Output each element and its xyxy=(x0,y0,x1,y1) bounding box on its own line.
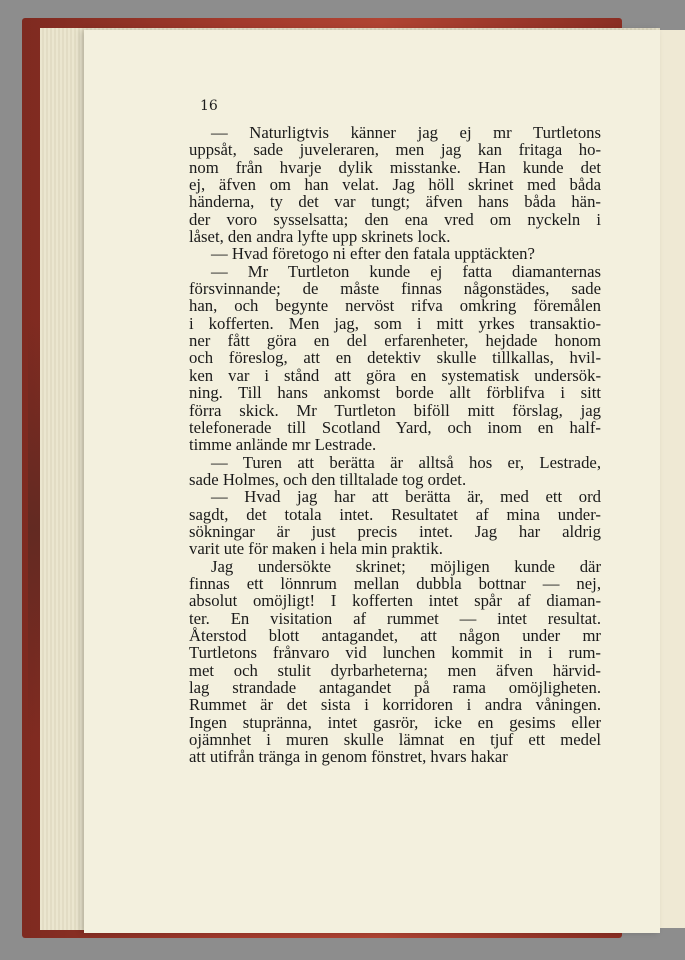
text-line: sagdt, det totala intet. Resultatet af mina under- xyxy=(189,504,601,524)
text-line: ner fått göra en del erfarenheter, hejdade honom xyxy=(189,331,601,351)
text-line: uppsåt, sade juveleraren, men jag kan fritaga ho- xyxy=(189,140,601,160)
text-line: Återstod blott antagandet, att någon under mr xyxy=(189,625,601,645)
text-line: ken var i stånd att göra en systematisk undersök- xyxy=(189,365,601,385)
text-line: — Hvad företogo ni efter den fatala upptäckten? xyxy=(211,244,535,264)
text-line: nom från hvarje dylik misstanke. Han kunde det xyxy=(189,157,601,177)
text-line: ning. Till hans ankomst borde allt förblifva i sitt xyxy=(189,383,601,403)
text-line: försvinnande; de måste finnas någonstädes, sade xyxy=(189,279,601,299)
text-line: händerna, ty det var tungt; äfven hans båda hän- xyxy=(189,192,601,212)
text-line: ojämnhet i muren skulle lämnat en tjuf ett medel xyxy=(189,730,601,750)
page-text xyxy=(189,124,601,766)
text-line: telefonerade till Scotland Yard, och inom en half- xyxy=(189,417,601,437)
text-line: — Mr Turtleton kunde ej fatta diamanternas xyxy=(211,261,601,281)
text-line: ej, äfven om han velat. Jag höll skrinet med båda xyxy=(189,175,601,195)
text-line: lag strandade antagandet på rama omöjligheten. xyxy=(189,678,601,697)
text-line: varit ute för maken i hela min praktik. xyxy=(189,539,443,559)
text-line: absolut omöjligt! I kofferten intet spår af diaman- xyxy=(189,591,601,611)
text-line: att utifrån tränga in genom fönstret, hvars hakar xyxy=(189,747,508,767)
text-line: och föreslog, att en detektiv skulle tillkallas, hvil- xyxy=(189,348,601,368)
text-line: ter. En visitation af rummet — intet resultat. xyxy=(189,608,601,628)
text-line: — Hvad jag har att berätta är, med ett ord xyxy=(211,487,601,507)
page-number: 16 xyxy=(200,98,218,114)
text-line: Rummet är det sista i korridoren i andra våningen. xyxy=(189,695,601,715)
text-line: i kofferten. Men jag, som i mitt yrkes transaktio- xyxy=(189,313,601,333)
text-line: Ingen stupränna, intet gasrör, icke en gesims eller xyxy=(189,712,601,732)
text-line: — Turen att berätta är alltså hos er, Lestrade, xyxy=(211,452,601,472)
text-line: timme anlände mr Lestrade. xyxy=(189,435,377,455)
text-line: — Naturligtvis känner jag ej mr Turtletons xyxy=(211,123,601,142)
text-line: der voro sysselsatta; den ena vred om nyckeln i xyxy=(189,209,601,229)
text-line: Turtletons frånvaro vid lunchen kommit in i rum- xyxy=(189,643,601,663)
text-line: han, och begynte nervöst rifva omkring föremålen xyxy=(189,296,601,316)
text-line: Jag undersökte skrinet; möjligen kunde där xyxy=(211,556,601,576)
text-line: finnas ett lönnrum mellan dubbla bottnar — nej, xyxy=(189,573,601,593)
text-line: met och stulit dyrbarheterna; men äfven härvid- xyxy=(189,660,601,680)
text-line: sökningar är just precis intet. Jag har aldrig xyxy=(189,521,601,541)
text-line: förra skick. Mr Turtleton biföll mitt förslag, jag xyxy=(189,400,601,420)
text-line: sade Holmes, och den tilltalade tog ordet. xyxy=(189,469,467,489)
text-line: låset, den andra lyfte upp skrinets lock. xyxy=(189,227,451,247)
